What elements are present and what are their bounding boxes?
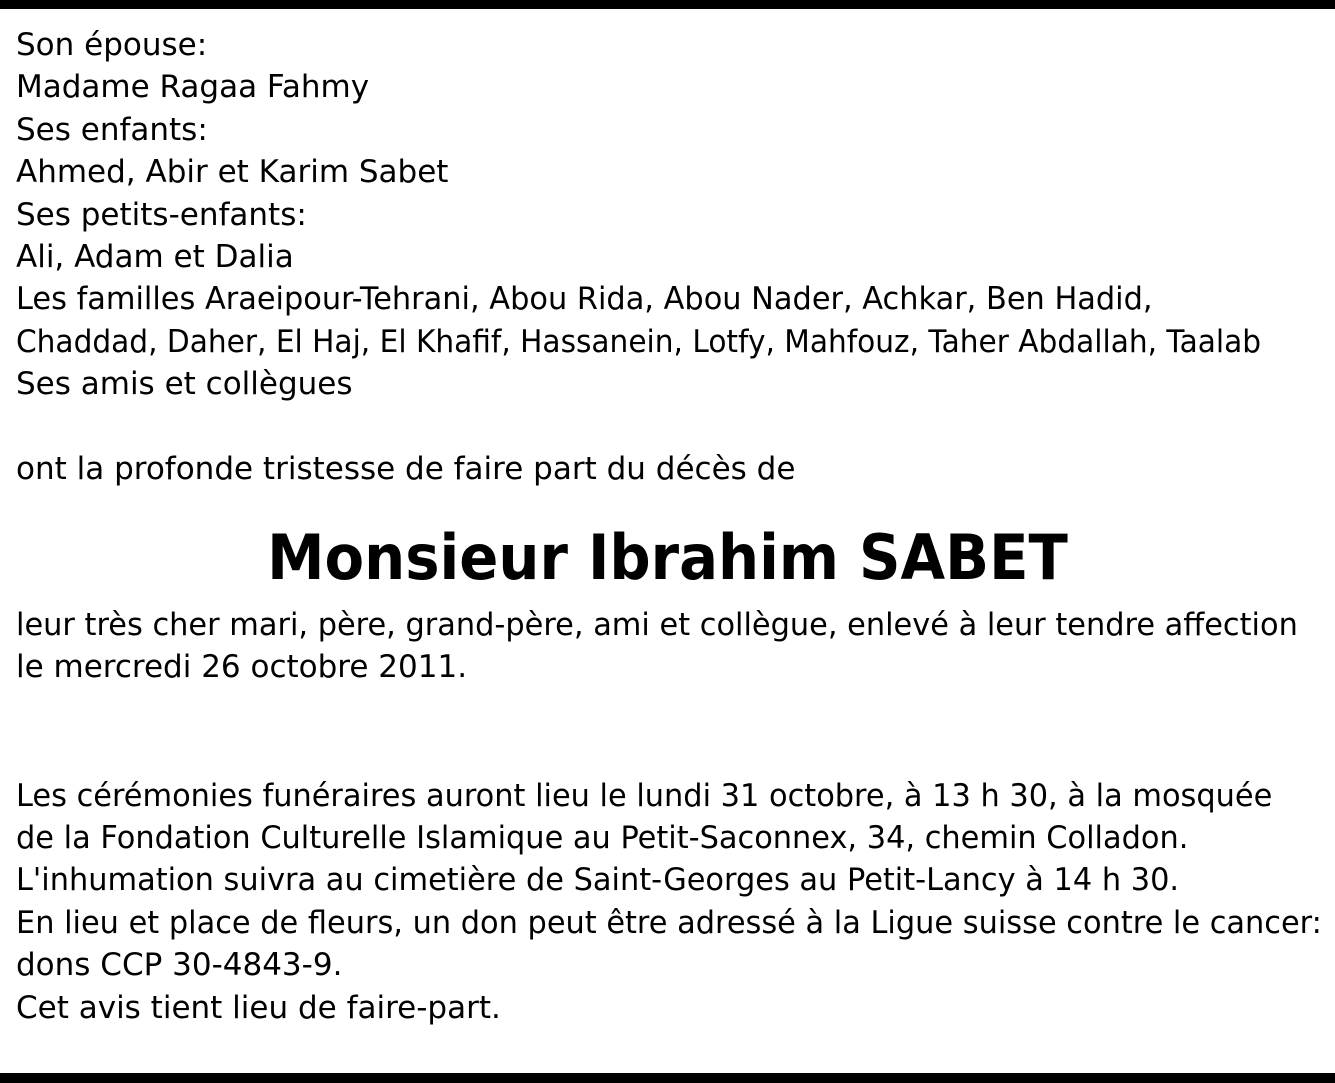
families-line-2: Chaddad, Daher, El Haj, El Khafif, Hassanein, Lotfy, Mahfouz, Taher Abdallah, Taalab — [16, 323, 1262, 360]
spacer — [16, 406, 1326, 448]
tribute-line-2: le mercredi 26 octobre 2011. — [16, 649, 468, 686]
spacer — [16, 689, 1326, 775]
grandchildren-names: Ali, Adam et Dalia — [16, 238, 294, 275]
ceremony-line-4: En lieu et place de fleurs, un don peut être adressé à la Ligue suisse contre le cancer: — [16, 904, 1322, 941]
tribute-line-1: leur très cher mari, père, grand-père, ami et collègue, enlevé à leur tendre affection — [16, 606, 1298, 643]
bottom-border-rule — [0, 1073, 1335, 1083]
obituary-notice — [16, 24, 1326, 1029]
children-label: Ses enfants: — [16, 111, 208, 148]
grandchildren-label: Ses petits-enfants: — [16, 196, 307, 233]
ceremony-line-2: de la Fondation Culturelle Islamique au Petit-Saconnex, 34, chemin Colladon. — [16, 820, 1189, 857]
ceremony-line-5: dons CCP 30-4843-9. — [16, 947, 343, 984]
deceased-name-title: Monsieur Ibrahim SABET — [267, 520, 1068, 594]
ceremony-line-1: Les cérémonies funéraires auront lieu le lundi 31 octobre, à 13 h 30, à la mosquée — [16, 777, 1273, 814]
families-line-1: Les familles Araeipour-Tehrani, Abou Rida, Abou Nader, Achkar, Ben Hadid, — [16, 281, 1153, 318]
children-names: Ahmed, Abir et Karim Sabet — [16, 154, 449, 191]
announcement-intro: ont la profonde tristesse de faire part du décès de — [16, 450, 796, 487]
top-border-rule — [0, 0, 1335, 9]
ceremony-line-6: Cet avis tient lieu de faire-part. — [16, 989, 501, 1026]
spouse-name: Madame Ragaa Fahmy — [16, 69, 370, 106]
friends-line: Ses amis et collègues — [16, 366, 353, 403]
ceremony-line-3: L'inhumation suivra au cimetière de Saint-Georges au Petit-Lancy à 14 h 30. — [16, 862, 1180, 899]
spouse-label: Son épouse: — [16, 27, 208, 63]
spacer — [16, 490, 1326, 512]
